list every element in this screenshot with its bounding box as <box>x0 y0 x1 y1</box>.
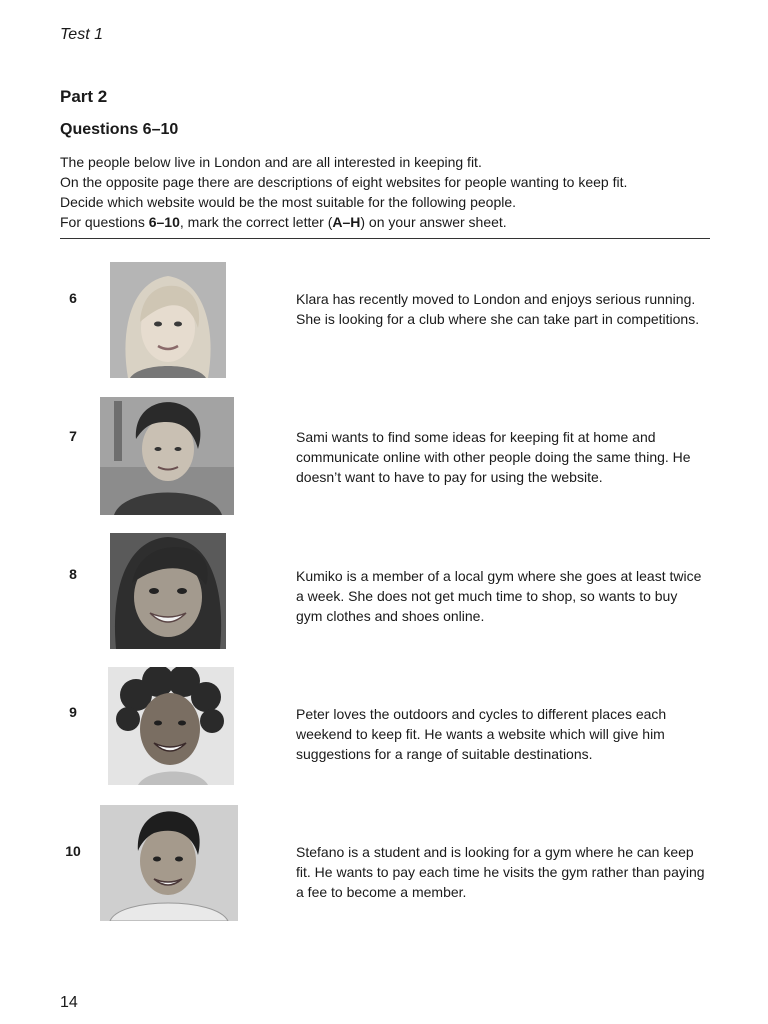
instruction-text: , mark the correct letter ( <box>179 214 333 230</box>
question-number-10: 10 <box>65 843 81 859</box>
question-number-8: 8 <box>69 566 77 582</box>
question-text-6: Klara has recently moved to London and enjoys serious running. She is looking for a club where she can take part in competitions. <box>296 291 700 327</box>
instruction-line: Decide which website would be the most suitable for the following people. <box>60 194 517 210</box>
page-number: 14 <box>60 994 78 1011</box>
questions-title: Questions 6–10 <box>60 121 179 138</box>
portrait-photo-kumiko <box>110 533 226 649</box>
question-text-7: Sami wants to find some ideas for keeping fit at home and communicate online with other people doing the same thing. He doesn’t want to have to pay for using the website. <box>296 429 691 485</box>
question-text-9: Peter loves the outdoors and cycles to different places each weekend to keep fit. He wants a website which will give him suggestions for a range of suitable destinations. <box>296 706 667 762</box>
question-number-9: 9 <box>69 704 77 720</box>
instruction-bold: 6–10 <box>148 214 180 230</box>
divider-rule <box>60 238 710 239</box>
instructions <box>60 152 710 232</box>
instruction-line: The people below live in London and are all interested in keeping fit. <box>60 154 482 170</box>
question-number-7: 7 <box>69 428 77 444</box>
instruction-text: ) on your answer sheet. <box>360 214 507 230</box>
instruction-line <box>60 212 710 232</box>
part-title: Part 2 <box>60 87 108 106</box>
running-head: Test 1 <box>60 26 103 43</box>
portrait-photo-sami <box>100 397 234 515</box>
portrait-photo-peter <box>108 667 234 785</box>
question-text-10: Stefano is a student and is looking for a gym where he can keep fit. He wants to pay each time he visits the gym rather than paying a fee to become a member. <box>296 844 705 900</box>
portrait-photo-klara <box>110 262 226 378</box>
portrait-photo-stefano <box>100 805 238 921</box>
instruction-text: For questions <box>60 214 149 230</box>
instruction-line: On the opposite page there are descriptions of eight websites for people wanting to keep fit. <box>60 174 628 190</box>
question-number-6: 6 <box>69 290 77 306</box>
instruction-bold: A–H <box>332 214 361 230</box>
question-text-8: Kumiko is a member of a local gym where she goes at least twice a week. She does not get much time to shop, so wants to buy gym clothes and shoes online. <box>296 568 702 624</box>
